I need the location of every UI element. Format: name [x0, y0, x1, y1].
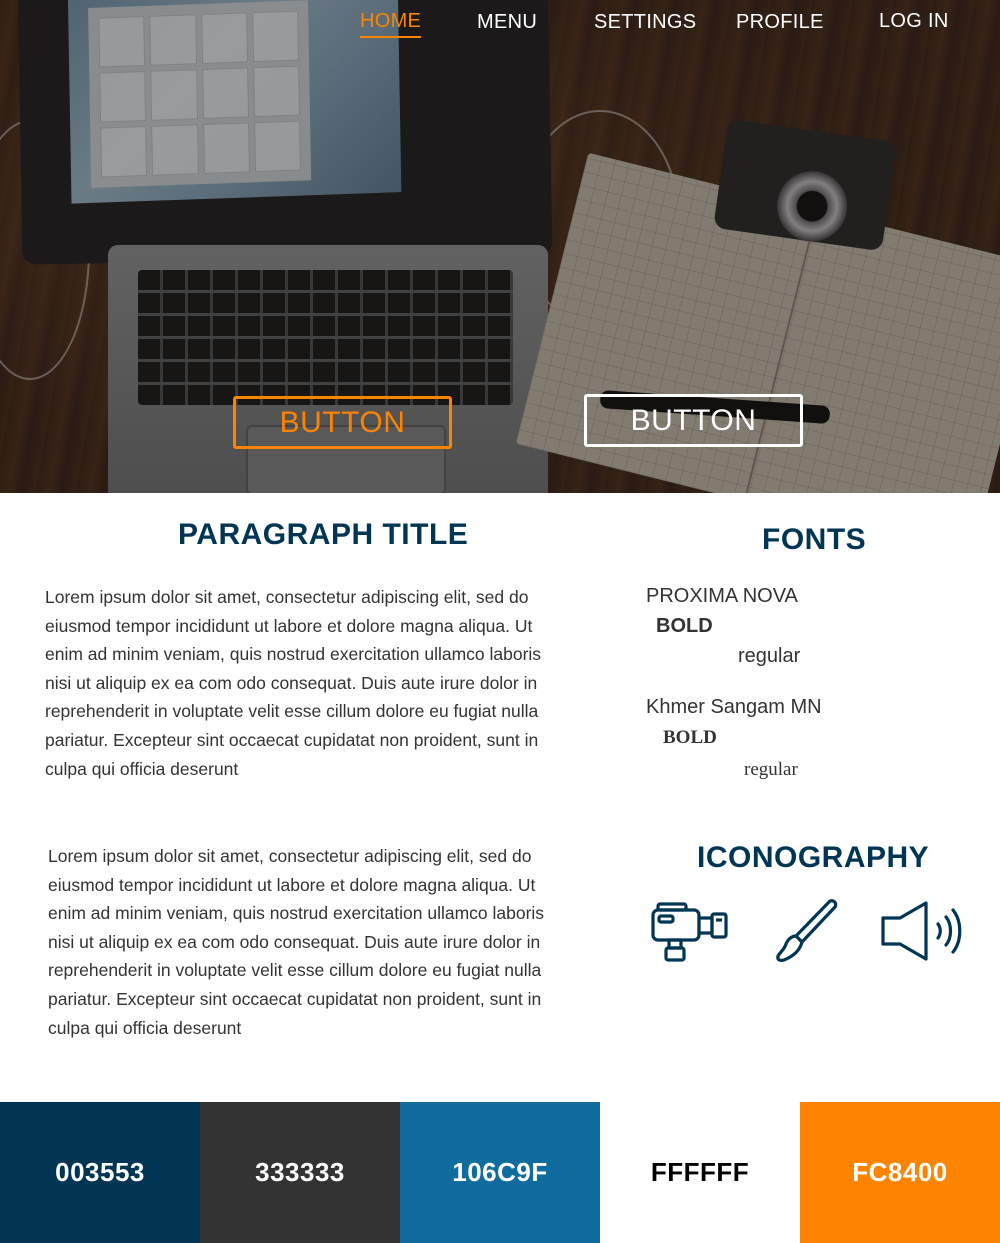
- font-bold-khmer: BOLD: [663, 727, 717, 748]
- swatch-label: FC8400: [852, 1157, 948, 1187]
- swatch-fc8400: [800, 1102, 1000, 1243]
- paragraph-2: Lorem ipsum dolor sit amet, consectetur adipiscing elit, sed do eiusmod tempor incididunt ut labore et dolore magna aliqua. Ut enim ad minim veniam, quis nostrud exercitation ullamco laboris nisi ut aliquip ex ea com odo consequat. Duis aute irure dolor in reprehenderit in voluptate velit esse cillum dolore eu fugiat nulla pariatur. Excepteur sint occaecat cupidatat non proident, sunt in culpa qui officia deserunt: [48, 846, 545, 1038]
- font-regular-khmer: regular: [744, 759, 798, 780]
- swatch-label: 003553: [55, 1157, 145, 1187]
- nav-login[interactable]: LOG IN: [879, 10, 949, 32]
- color-palette: [0, 1102, 1000, 1243]
- swatch-003553: [0, 1102, 200, 1243]
- nav-profile[interactable]: PROFILE: [736, 11, 824, 33]
- iconography-title: ICONOGRAPHY: [697, 841, 930, 874]
- nav-menu[interactable]: MENU: [477, 11, 538, 33]
- secondary-button[interactable]: BUTTON: [584, 394, 803, 447]
- swatch-ffffff: [600, 1102, 800, 1243]
- fonts-title: FONTS: [762, 523, 867, 556]
- hero-overlay: [0, 0, 1000, 493]
- swatch-label: 106C9F: [452, 1157, 548, 1187]
- nav-home[interactable]: HOME: [360, 10, 421, 38]
- paragraph-title: PARAGRAPH TITLE: [178, 518, 469, 551]
- speaker-icon: [880, 900, 962, 962]
- font-bold-proxima: BOLD: [656, 615, 713, 637]
- paintbrush-icon: [772, 898, 840, 964]
- nav-settings[interactable]: SETTINGS: [594, 11, 697, 33]
- video-camera-icon: [650, 902, 730, 964]
- font-name-proxima: PROXIMA NOVA: [646, 585, 798, 607]
- swatch-label: 333333: [255, 1157, 345, 1187]
- primary-button[interactable]: BUTTON: [233, 396, 452, 449]
- font-regular-proxima: regular: [738, 645, 801, 667]
- top-nav: [0, 0, 1000, 50]
- hero-banner: [0, 0, 1000, 493]
- font-name-khmer: Khmer Sangam MN: [646, 696, 822, 718]
- paragraph-1: Lorem ipsum dolor sit amet, consectetur adipiscing elit, sed do eiusmod tempor incididunt ut labore et dolore magna aliqua. Ut enim ad minim veniam, quis nostrud exercitation ullamco laboris nisi ut aliquip ex ea com odo consequat. Duis aute irure dolor in reprehenderit in voluptate velit esse cillum dolore eu fugiat nulla pariatur. Excepteur sint occaecat cupidatat non proident, sunt in culpa qui officia deserunt: [45, 587, 542, 779]
- swatch-106c9f: [400, 1102, 600, 1243]
- swatch-333333: [200, 1102, 400, 1243]
- swatch-label: FFFFFF: [650, 1157, 750, 1187]
